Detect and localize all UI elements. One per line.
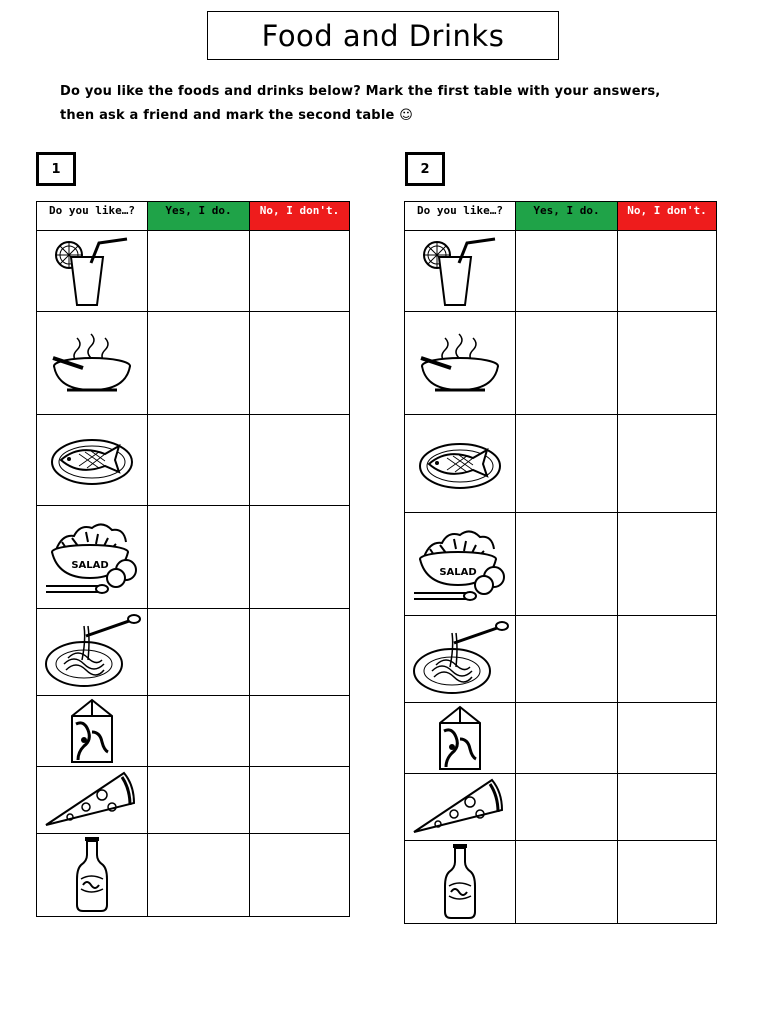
answer-cell-no[interactable]: [250, 415, 350, 506]
juice-glass-icon: [37, 233, 147, 309]
table-2-number: 2: [405, 152, 445, 186]
answer-cell-no[interactable]: [618, 841, 717, 924]
food-picture-cell: [37, 231, 148, 312]
food-picture-cell: [37, 415, 148, 506]
cola-bottle-icon: [405, 842, 515, 922]
table-row: [405, 415, 717, 513]
fish-plate-icon: [405, 434, 515, 494]
answer-cell-no[interactable]: [250, 609, 350, 696]
instructions-line-2: then ask a friend and mark the second table ☺: [60, 108, 413, 123]
food-picture-cell: [37, 834, 148, 917]
juice-glass-icon: [405, 233, 515, 309]
table-row: [37, 696, 350, 767]
answer-cell-no[interactable]: [250, 696, 350, 767]
soup-bowl-icon: [37, 328, 147, 398]
table-row: [405, 513, 717, 616]
table-row: [405, 774, 717, 841]
answer-cell-no[interactable]: [618, 231, 717, 312]
spaghetti-plate-icon: [37, 612, 147, 692]
answer-cell-yes[interactable]: [148, 506, 250, 609]
food-picture-cell: [405, 703, 516, 774]
table-row: [405, 312, 717, 415]
answer-cell-yes[interactable]: [148, 767, 250, 834]
food-picture-cell: [405, 415, 516, 513]
answer-cell-yes[interactable]: [148, 415, 250, 506]
milk-carton-icon: [37, 696, 147, 766]
salad-bowl-icon: [405, 519, 515, 609]
spaghetti-plate-icon: [405, 619, 515, 699]
food-picture-cell: [405, 616, 516, 703]
fish-plate-icon: [37, 430, 147, 490]
answer-table-1: [36, 201, 350, 917]
answer-cell-yes[interactable]: [516, 841, 618, 924]
food-picture-cell: [37, 767, 148, 834]
food-picture-cell: [405, 774, 516, 841]
answer-table-2: [404, 201, 717, 924]
table-row: [37, 312, 350, 415]
header-no: No, I don't.: [618, 202, 717, 231]
food-picture-cell: [405, 513, 516, 616]
pizza-slice-icon: [405, 774, 515, 840]
answer-cell-yes[interactable]: [516, 312, 618, 415]
svg-text:SALAD: SALAD: [71, 560, 109, 571]
food-picture-cell: [405, 231, 516, 312]
table-row: [37, 767, 350, 834]
cola-bottle-icon: [37, 835, 147, 915]
answer-cell-yes[interactable]: [148, 696, 250, 767]
answer-cell-no[interactable]: [250, 231, 350, 312]
table-row: [37, 506, 350, 609]
answer-cell-no[interactable]: [618, 616, 717, 703]
header-yes: Yes, I do.: [516, 202, 618, 231]
table-row: [37, 231, 350, 312]
answer-cell-no[interactable]: [250, 312, 350, 415]
svg-text:SALAD: SALAD: [439, 567, 477, 578]
header-question: Do you like…?: [37, 202, 148, 231]
soup-bowl-icon: [405, 328, 515, 398]
table-row: [37, 834, 350, 917]
table-1-number: 1: [36, 152, 76, 186]
answer-cell-yes[interactable]: [516, 616, 618, 703]
table-row: [405, 616, 717, 703]
answer-cell-no[interactable]: [250, 506, 350, 609]
answer-cell-yes[interactable]: [148, 231, 250, 312]
answer-cell-yes[interactable]: [148, 609, 250, 696]
food-picture-cell: [405, 841, 516, 924]
instructions: [60, 80, 720, 128]
answer-cell-yes[interactable]: [516, 415, 618, 513]
answer-cell-yes[interactable]: [516, 231, 618, 312]
answer-cell-no[interactable]: [618, 703, 717, 774]
answer-cell-no[interactable]: [618, 415, 717, 513]
food-picture-cell: [37, 312, 148, 415]
pizza-slice-icon: [37, 767, 147, 833]
page-title: Food and Drinks: [261, 18, 505, 53]
answer-cell-no[interactable]: [618, 312, 717, 415]
instructions-line-1: Do you like the foods and drinks below? Mark the first table with your answers,: [60, 84, 661, 99]
answer-cell-no[interactable]: [250, 834, 350, 917]
answer-cell-no[interactable]: [250, 767, 350, 834]
answer-cell-yes[interactable]: [148, 834, 250, 917]
food-picture-cell: [405, 312, 516, 415]
title-box: [207, 11, 559, 60]
food-picture-cell: [37, 609, 148, 696]
table-row: [37, 415, 350, 506]
answer-cell-yes[interactable]: [516, 513, 618, 616]
header-yes: Yes, I do.: [148, 202, 250, 231]
table-row: [405, 841, 717, 924]
answer-cell-yes[interactable]: [516, 774, 618, 841]
table-row: [37, 609, 350, 696]
food-picture-cell: [37, 506, 148, 609]
answer-cell-yes[interactable]: [148, 312, 250, 415]
food-picture-cell: [37, 696, 148, 767]
salad-bowl-icon: [37, 512, 147, 602]
answer-cell-no[interactable]: [618, 513, 717, 616]
milk-carton-icon: [405, 703, 515, 773]
answer-cell-yes[interactable]: [516, 703, 618, 774]
header-question: Do you like…?: [405, 202, 516, 231]
answer-cell-no[interactable]: [618, 774, 717, 841]
table-row: [405, 231, 717, 312]
table-row: [405, 703, 717, 774]
header-no: No, I don't.: [250, 202, 350, 231]
